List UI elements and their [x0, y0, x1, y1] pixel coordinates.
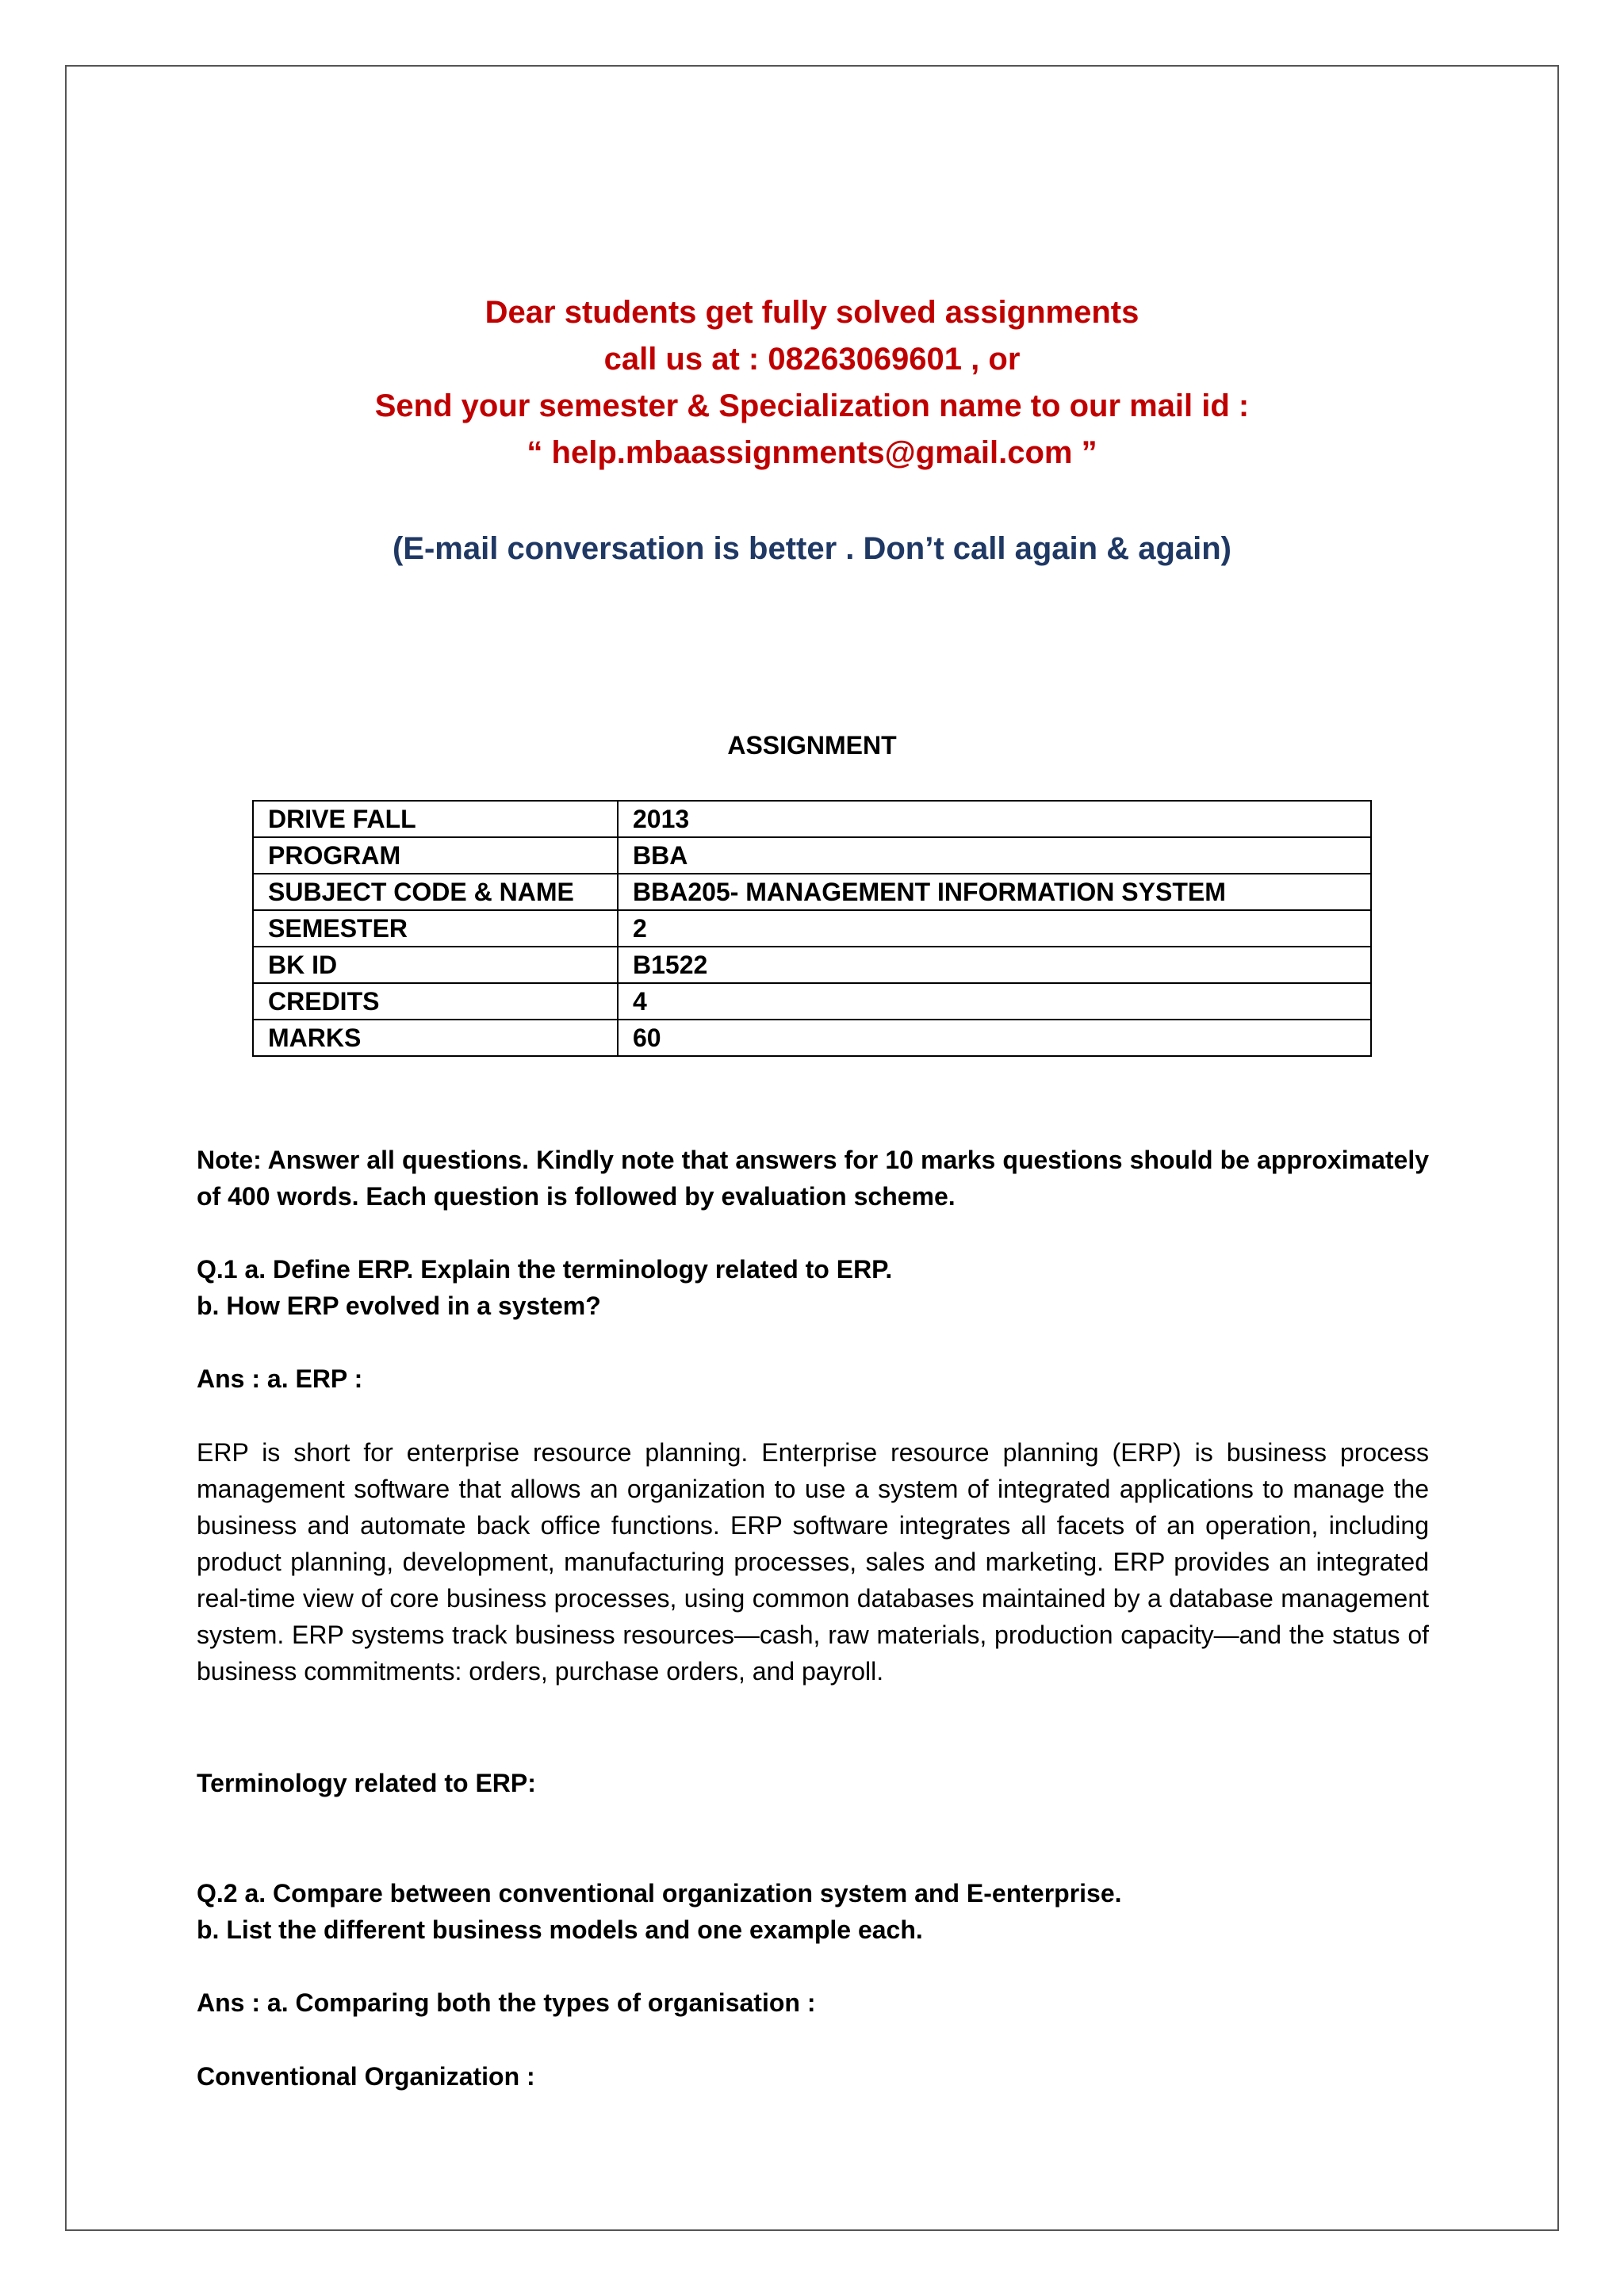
table-key: CREDITS — [253, 983, 618, 1020]
table-row — [253, 837, 1371, 874]
table-key: PROGRAM — [253, 837, 618, 874]
conventional-organization-heading: Conventional Organization : — [197, 2062, 535, 2091]
table-key: BK ID — [253, 947, 618, 983]
promo-block — [0, 289, 1624, 476]
promo-line-1: Dear students get fully solved assignments — [485, 295, 1139, 330]
table-row — [253, 983, 1371, 1020]
promo-line-2: call us at : 08263069601 , or — [603, 342, 1021, 377]
answer-1-heading: Ans : a. ERP : — [197, 1364, 363, 1393]
question-2-a: Q.2 a. Compare between conventional organization system and E-enterprise. — [197, 1879, 1122, 1908]
answer-2-heading: Ans : a. Comparing both the types of organisation : — [197, 1988, 816, 2017]
assignment-title: ASSIGNMENT — [727, 731, 897, 760]
table-row — [253, 801, 1371, 837]
question-2 — [197, 1875, 1429, 1948]
table-key: SUBJECT CODE & NAME — [253, 874, 618, 910]
table-row — [253, 1020, 1371, 1056]
table-value: BBA — [618, 837, 1371, 874]
promo-email: “ help.mbaassignments@gmail.com ” — [527, 435, 1097, 470]
table-value: B1522 — [618, 947, 1371, 983]
table-key: MARKS — [253, 1020, 618, 1056]
table-row — [253, 874, 1371, 910]
table-row — [253, 947, 1371, 983]
question-1 — [197, 1251, 1429, 1324]
table-value: 60 — [618, 1020, 1371, 1056]
assignment-info-table — [252, 800, 1372, 1057]
table-value: BBA205- MANAGEMENT INFORMATION SYSTEM — [618, 874, 1371, 910]
table-key: SEMESTER — [253, 910, 618, 947]
instructions-note: Note: Answer all questions. Kindly note that answers for 10 marks questions should be approximately of 400 words. Each question is followed by evaluation scheme. — [197, 1146, 1429, 1211]
question-1-a: Q.1 a. Define ERP. Explain the terminology related to ERP. — [197, 1255, 893, 1284]
question-1-b: b. How ERP evolved in a system? — [197, 1292, 601, 1320]
terminology-heading: Terminology related to ERP: — [197, 1769, 536, 1797]
question-2-b: b. List the different business models and one example each. — [197, 1915, 923, 1944]
answer-1-body: ERP is short for enterprise resource planning. Enterprise resource planning (ERP) is business process management software that allows an organization to use a system of integrated applications to manage the business and automate back office functions. ERP software integrates all facets of an operation, including product planning, development, manufacturing processes, sales and marketing. ERP provides an integrated real-time view of core business processes, using common databases maintained by a database management system. ERP systems track business resources—cash, raw materials, production capacity—and the status of business commitments: orders, purchase orders, and payroll. — [197, 1438, 1429, 1686]
table-value: 4 — [618, 983, 1371, 1020]
table-value: 2013 — [618, 801, 1371, 837]
table-key: DRIVE FALL — [253, 801, 618, 837]
promo-note: (E-mail conversation is better . Don’t call again & again) — [392, 531, 1231, 566]
table-row — [253, 910, 1371, 947]
table-value: 2 — [618, 910, 1371, 947]
promo-line-3: Send your semester & Specialization name to our mail id : — [374, 388, 1250, 423]
